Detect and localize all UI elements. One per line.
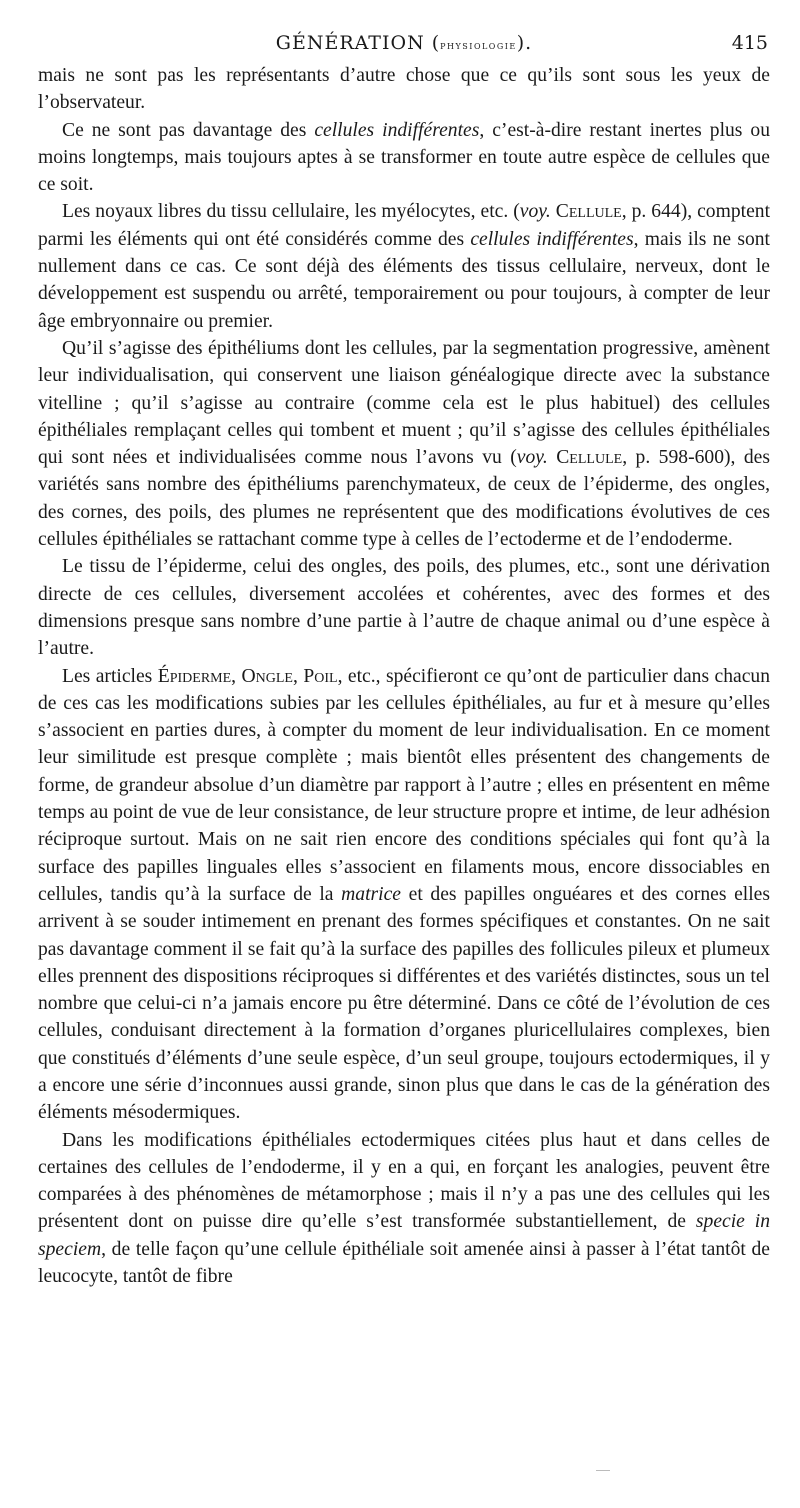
text-run: Les noyaux libres du tissu cellulaire, les myélocytes, etc. ( xyxy=(62,201,520,223)
text-run: mais ne sont pas les représentants d’autre chose que ce qu’ils sont sous les yeux de l’observateur. xyxy=(38,65,770,114)
small-caps-run: Épiderme xyxy=(157,665,232,687)
small-caps-run: Ongle xyxy=(241,665,293,687)
small-caps-run: Cellule xyxy=(556,447,623,469)
italic-run: cellules indifférentes xyxy=(470,228,634,250)
page-smudge xyxy=(596,1470,610,1472)
text-run: , etc., spécifieront ce qu’ont de particulier dans chacun de ces cas les modifications subies par les cellules épithéliales, au fur et à mesure qu’elles s’associent en parties dures, à compter du moment de leur individualisation. En ce moment leur similitude est presque complète ; mais bientôt elles présentent des changements de forme, de grandeur absolue d’un diamètre par rapport à l’autre ; elles en présentent en même temps au point de vue de leur consistance, de leur structure propre et intime, de leur adhésion réciproque surtout. Mais on ne sait rien encore des conditions spéciales qui font qu’à la surface des papilles linguales elles s’associent en filaments mous, encore dissociables en cellules, tandis qu’à la surface de la xyxy=(38,665,771,905)
text-run: Ce ne sont pas davantage des xyxy=(62,119,315,141)
text-run: , mais ils ne sont nullement dans ce cas. Ce sont déjà des éléments des tissus cellulaire, nerveux, dont le développement est suspendu ou arrêté, temporairement ou pour toujours, à compter de leur âge embryonnaire ou premier. xyxy=(38,228,770,332)
text-run: , p. 598-600), des variétés sans nombre des épithéliums parenchymateux, de ceux de l’épiderme, des ongles, des cornes, des poils, des plumes ne représentent que des modifications évolutives de ces cellules épithéliales se rattachant comme type à celles de l’ectoderme et de l’endoderme. xyxy=(38,447,770,551)
text-run xyxy=(548,447,556,468)
text-run: , de telle façon qu’une cellule épithéliale soit amenée ainsi à passer à l’état tantôt de leucocyte, tantôt de fibre xyxy=(38,1238,770,1288)
paragraph xyxy=(38,62,770,117)
text-run: Dans les modifications épithéliales ectodermiques citées plus haut et dans celles de certaines des cellules de l’endoderme, il y en a qui, en forçant les analogies, peuvent être comparées à des phénomènes de métamorphose ; mais il n’y a pas une des cellules qui les présentent dont on puisse dire qu’elle s’est transformée substantiellement, de xyxy=(38,1129,770,1233)
running-title-paren-close: ). xyxy=(516,32,533,54)
running-title xyxy=(38,32,770,54)
text-run: , p. 644), comptent parmi les éléments qui ont été considérés comme des xyxy=(38,201,771,250)
italic-run: matrice xyxy=(341,883,401,905)
text-run: Les articles xyxy=(62,665,158,687)
text-run: Qu’il s’agisse des épithéliums dont les cellules, par la segmentation progressive, amènent leur individualisation, qui conservent une liaison généalogique directe avec la substance vitelline ; qu’il s’agisse au contraire (comme cela est le plus habituel) des cellules épithéliales remplaçant celles qui tombent et muent ; qu’il s’agisse des cellules épithéliales qui sont nées et individualisées comme nous l’avons vu ( xyxy=(38,337,770,469)
italic-run: voy. xyxy=(519,201,551,223)
body-text xyxy=(38,62,770,1290)
text-run: et des papilles onguéares et des cornes elles arrivent à se souder intimement en prenant des formes spécifiques et constantes. On ne sait pas davantage comment il se fait qu’à la surface des papilles des follicules pileux et plumeux elles prennent des dispositions réciproques si différentes et des variétés distinctes, sous un tel nombre que celui-ci n’a jamais encore pu être déterminé. Dans ce côté de l’évolution de ces cellules, conduisant directement à la formation d’organes pluricellulaires complexes, bien que constitués d’éléments d’une seule espèce, d’un seul groupe, toujours ectodermiques, il y a encore une série d’inconnues aussi grande, sinon plus que dans le cas de la génération des éléments mésodermiques. xyxy=(38,883,770,1124)
text-run: , xyxy=(292,665,304,687)
italic-run: cellules indifférentes xyxy=(314,119,480,141)
paragraph xyxy=(38,1127,770,1291)
paragraph xyxy=(38,663,770,1127)
text-run: , xyxy=(231,665,242,687)
book-page xyxy=(38,28,770,1290)
small-caps-run: Poil xyxy=(303,665,338,687)
italic-run: specie in speciem xyxy=(38,1211,770,1260)
small-caps-run: Cellule xyxy=(555,201,622,223)
paragraph xyxy=(38,335,770,553)
running-title-paren-open: ( xyxy=(424,32,441,54)
page-number: 415 xyxy=(731,32,768,54)
running-header xyxy=(38,28,770,62)
running-title-main: GÉNÉRATION xyxy=(275,32,425,54)
italic-run: voy. xyxy=(516,447,548,469)
paragraph xyxy=(38,553,770,662)
text-run: , c’est-à-dire restant inertes plus ou moins longtemps, mais toujours aptes à se transformer en toute autre espèce de cellules que ce soit. xyxy=(38,119,770,196)
text-run: Le tissu de l’épiderme, celui des ongles, des poils, des plumes, etc., sont une dérivation directe de ces cellules, diversement accolées et cohérentes, avec des formes et des dimensions presque sans nombre d’une partie à l’autre de chaque animal ou d’une espèce à l’autre. xyxy=(38,556,770,660)
paragraph xyxy=(38,198,770,334)
running-title-subtitle: physiologie xyxy=(440,38,517,52)
paragraph xyxy=(38,117,770,199)
